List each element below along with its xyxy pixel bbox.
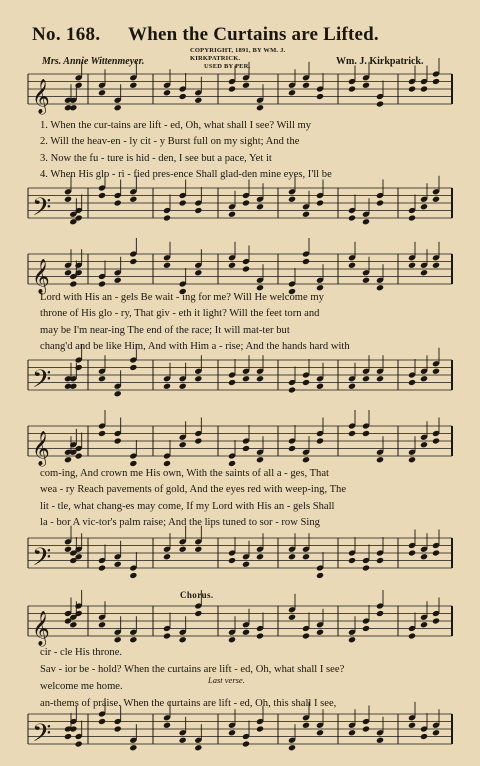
note-head <box>316 437 324 444</box>
note-head <box>316 93 324 100</box>
note-head <box>408 549 416 556</box>
hymn-number: No. 168. <box>32 24 101 45</box>
lyric-line: com-ing, And crown me His own, With the saints of all a - ges, That <box>40 468 329 479</box>
clef-icon: 𝄞 <box>32 431 50 466</box>
note-head <box>228 262 236 269</box>
note-head <box>420 553 428 560</box>
note-head <box>179 546 187 553</box>
note-head <box>98 430 106 437</box>
note-head <box>288 744 296 751</box>
note-head <box>114 437 122 444</box>
note-head <box>432 729 440 736</box>
note-head <box>432 617 440 624</box>
note-head <box>376 375 384 382</box>
note-head <box>420 269 428 276</box>
note-head <box>302 722 310 729</box>
note-head <box>114 277 122 284</box>
note-head <box>408 379 416 386</box>
clef-icon: 𝄢 <box>32 193 52 228</box>
lyric-line: 3. Now the fu - ture is hid - den, I see but a pace, Yet it <box>40 152 272 164</box>
note-head <box>408 85 416 92</box>
note-head <box>420 621 428 628</box>
lyric-line: 4. When His glo - ri - fied pres-ence Shall glad-den mine eyes, I'll be <box>40 169 332 181</box>
note-head <box>316 383 324 390</box>
note-head <box>228 557 236 564</box>
note-head <box>432 437 440 444</box>
lyric-line: welcome me home. <box>40 681 123 692</box>
note-head <box>129 364 137 371</box>
note-head <box>302 456 310 463</box>
bass-staff <box>28 184 452 226</box>
chorus-lyrics <box>40 644 460 712</box>
note-head <box>114 725 122 732</box>
note-head <box>376 100 384 107</box>
note-head <box>256 203 264 210</box>
note-head <box>432 549 440 556</box>
note-head <box>194 744 202 751</box>
note-head <box>362 725 370 732</box>
note-head <box>348 262 356 269</box>
hymn-title: When the Curtains are Lifted. <box>128 24 379 45</box>
note-head <box>114 636 122 643</box>
lyric-line: may be I'm near-ing The end of the race; It will mat-ter but <box>40 324 290 336</box>
note-head <box>228 729 236 736</box>
note-head <box>348 85 356 92</box>
clef-icon: 𝄞 <box>32 259 50 294</box>
note-head <box>256 375 264 382</box>
note-head <box>288 614 296 621</box>
note-head <box>256 632 264 639</box>
note-head <box>163 214 171 221</box>
note-head <box>376 737 384 744</box>
note-head <box>432 262 440 269</box>
note-head <box>75 740 83 747</box>
note-head <box>69 383 77 390</box>
bass-staff <box>28 356 452 398</box>
note-head <box>242 199 250 206</box>
verse-lyrics <box>40 118 460 184</box>
note-head <box>163 632 171 639</box>
note-head <box>408 456 416 463</box>
note-head <box>69 280 77 287</box>
note-head <box>129 636 137 643</box>
note-head <box>114 561 122 568</box>
note-head <box>316 572 324 579</box>
note-head <box>348 636 356 643</box>
note-head <box>179 93 187 100</box>
note-head <box>98 280 106 287</box>
note-head <box>420 203 428 210</box>
lyric-line: an-thems of praise. When the curtains are lift - ed, Oh, this shall I see, <box>40 698 337 709</box>
treble-staff <box>28 602 452 644</box>
note-head <box>179 199 187 206</box>
note-head <box>228 636 236 643</box>
note-head <box>362 218 370 225</box>
treble-staff <box>28 70 452 112</box>
note-head <box>163 262 171 269</box>
note-head <box>376 557 384 564</box>
note-head <box>242 445 250 452</box>
note-head <box>242 82 250 89</box>
note-head <box>288 445 296 452</box>
note-head <box>194 97 202 104</box>
note-head <box>348 383 356 390</box>
lyric-line: Sav - ior be - hold? When the curtains are lift - ed, Oh, what shall I see? <box>40 664 345 675</box>
note-head <box>114 199 122 206</box>
note-head <box>64 733 72 740</box>
note-head <box>179 383 187 390</box>
note-head <box>302 379 310 386</box>
chorus-label: Chorus. <box>180 590 214 600</box>
note-head <box>256 553 264 560</box>
note-head <box>432 196 440 203</box>
clef-icon: 𝄞 <box>32 79 50 114</box>
note-head <box>129 196 137 203</box>
note-head <box>302 553 310 560</box>
note-head <box>362 430 370 437</box>
lyric-line: 2. Will the heav-en - ly cit - y Burst full on my sight; And the <box>40 136 300 148</box>
note-head <box>432 78 440 85</box>
note-head <box>376 199 384 206</box>
clef-icon: 𝄢 <box>32 365 52 400</box>
note-head <box>179 737 187 744</box>
note-head <box>64 196 72 203</box>
note-head <box>316 629 324 636</box>
lyric-line: cir - cle His throne. <box>40 647 123 658</box>
note-head <box>242 265 250 272</box>
note-head <box>228 379 236 386</box>
note-head <box>194 546 202 553</box>
note-head <box>348 729 356 736</box>
note-head <box>302 632 310 639</box>
last-verse-label: Last verse. <box>208 675 245 685</box>
note-head <box>75 364 83 371</box>
lyric-line: Lord with His an - gels Be wait - ing for me? Will He welcome my <box>40 292 324 303</box>
note-head <box>432 368 440 375</box>
note-head <box>98 718 106 725</box>
note-head <box>129 572 137 579</box>
note-head <box>179 441 187 448</box>
note-head <box>348 430 356 437</box>
note-head <box>420 375 428 382</box>
note-head <box>69 104 77 111</box>
verse-lyrics <box>40 290 460 356</box>
note-head <box>75 82 83 89</box>
note-head <box>408 214 416 221</box>
treble-staff <box>28 422 452 464</box>
lyric-line: lit - tle, what chang-es may come, If my Lord with His an - gels Shall <box>40 500 335 512</box>
note-head <box>129 744 137 751</box>
note-head <box>288 196 296 203</box>
note-head <box>348 214 356 221</box>
note-head <box>420 85 428 92</box>
lyric-line: 1. When the cur-tains are lift - ed, Oh, what shall I see? Will my <box>40 120 312 131</box>
note-head <box>362 375 370 382</box>
note-head <box>302 211 310 218</box>
note-head <box>288 553 296 560</box>
treble-staff <box>28 250 452 292</box>
note-head <box>228 85 236 92</box>
composer-credit: Wm. J. Kirkpatrick. <box>336 56 424 67</box>
clef-icon: 𝄢 <box>32 543 52 578</box>
clef-icon: 𝄞 <box>32 611 50 646</box>
note-head <box>69 725 77 732</box>
note-head <box>98 564 106 571</box>
note-head <box>129 258 137 265</box>
copyright-line: COPYRIGHT, 1891, BY WM. J. KIRKPATRICK. <box>190 47 286 62</box>
verse-lyrics <box>40 466 460 532</box>
bass-staff <box>28 534 452 576</box>
note-head <box>242 375 250 382</box>
note-head <box>242 629 250 636</box>
note-head <box>98 621 106 628</box>
note-head <box>194 207 202 214</box>
lyric-line: la - bor A vic-tor's palm raise; And the lips tuned to sor - row Sing <box>40 517 320 529</box>
note-head <box>179 636 187 643</box>
note-head <box>408 722 416 729</box>
note-head <box>256 725 264 732</box>
note-head <box>316 199 324 206</box>
note-head <box>316 729 324 736</box>
note-head <box>288 89 296 96</box>
note-head <box>362 277 370 284</box>
note-head <box>98 192 106 199</box>
note-head <box>163 89 171 96</box>
note-head <box>163 383 171 390</box>
note-head <box>362 625 370 632</box>
clef-icon: 𝄢 <box>32 719 52 754</box>
note-head <box>163 553 171 560</box>
note-head <box>302 82 310 89</box>
note-head <box>114 104 122 111</box>
note-head <box>64 456 72 463</box>
note-head <box>242 561 250 568</box>
note-head <box>302 258 310 265</box>
note-head <box>194 269 202 276</box>
note-head <box>194 610 202 617</box>
note-head <box>348 557 356 564</box>
note-head <box>194 437 202 444</box>
note-head <box>362 82 370 89</box>
note-head <box>420 733 428 740</box>
note-head <box>163 722 171 729</box>
bass-staff <box>28 710 452 752</box>
lyric-line: wea - ry Reach pavements of gold, And the eyes red with weep-ing, The <box>40 484 347 496</box>
lyricist-credit: Mrs. Annie Wittenmeyer. <box>42 56 145 67</box>
note-head <box>129 82 137 89</box>
usage-line: USED BY PER. <box>204 63 251 70</box>
note-head <box>362 564 370 571</box>
note-head <box>376 610 384 617</box>
note-head <box>98 89 106 96</box>
note-head <box>228 211 236 218</box>
note-head <box>408 632 416 639</box>
note-head <box>98 375 106 382</box>
note-head <box>256 456 264 463</box>
note-head <box>288 386 296 393</box>
note-head <box>256 104 264 111</box>
lyric-line: throne of His glo - ry, That giv - eth it light? Will the feet torn and <box>40 308 320 320</box>
note-head <box>420 441 428 448</box>
note-head <box>194 375 202 382</box>
note-head <box>376 456 384 463</box>
note-head <box>408 262 416 269</box>
lyric-line: chang'd and be like Him, And with Him a - rise; And the hands hard with <box>40 341 350 353</box>
note-head <box>242 740 250 747</box>
note-head <box>114 390 122 397</box>
